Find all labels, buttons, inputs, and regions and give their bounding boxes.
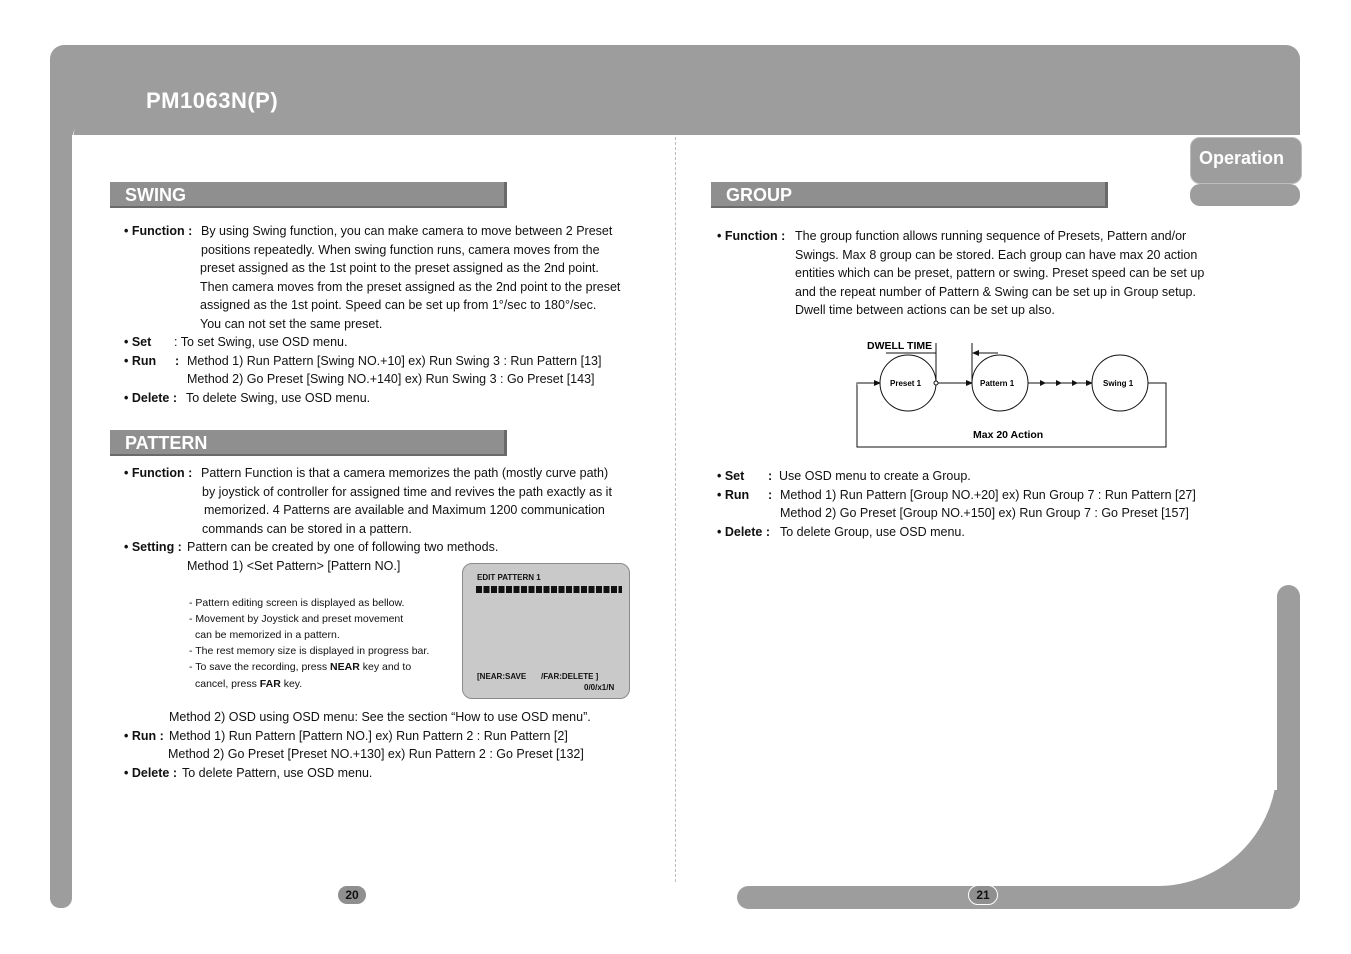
group-run-line: Method 1) Run Pattern [Group NO.+20] ex) Run Group 7 : Run Pattern [27] bbox=[780, 487, 1196, 502]
pattern-function-label: • Function : bbox=[124, 466, 193, 480]
pattern-delete-text: To delete Pattern, use OSD menu. bbox=[182, 765, 373, 780]
preset-node-label: Preset 1 bbox=[890, 379, 922, 388]
pattern-function-line: commands can be stored in a pattern. bbox=[202, 521, 412, 536]
swing-delete-label: • Delete : bbox=[124, 390, 178, 405]
pattern-function-line: memorized. 4 Patterns are available and Maximum 1200 communication bbox=[204, 503, 605, 517]
swing-function-line: assigned as the 1st point. Speed can be set up from 1°/sec to 180°/sec. bbox=[200, 298, 597, 312]
screen-delete-hint: /FAR:DELETE ] bbox=[541, 672, 599, 681]
tab-underbar bbox=[1190, 184, 1300, 206]
pattern-run-label: • Run : bbox=[124, 728, 164, 743]
page-divider bbox=[675, 137, 676, 882]
arrow-head bbox=[1040, 380, 1046, 386]
swing-function-line: Then camera moves from the preset assigned as the 2nd point to the preset bbox=[200, 279, 621, 294]
group-delete-label: • Delete : bbox=[717, 524, 771, 539]
swing-run-colon: : bbox=[175, 353, 180, 368]
pattern-run-line: Method 2) Go Preset [Preset NO.+130] ex) Run Pattern 2 : Go Preset [132] bbox=[168, 747, 584, 761]
pattern-note: can be memorized in a pattern. bbox=[195, 629, 340, 641]
screen-title: EDIT PATTERN 1 bbox=[477, 573, 541, 582]
pattern-note-save bbox=[189, 659, 411, 675]
pattern-note-far-after: key. bbox=[280, 678, 303, 690]
group-set-colon: : bbox=[768, 469, 773, 483]
pattern-note-far-key: FAR bbox=[259, 678, 281, 690]
swing-run-line: Method 1) Run Pattern [Swing NO.+10] ex) Run Swing 3 : Run Pattern [13] bbox=[187, 353, 602, 368]
swing-function-line: By using Swing function, you can make camera to move between 2 Preset bbox=[201, 224, 613, 238]
group-function-line: and the repeat number of Pattern & Swing can be set up in Group setup. bbox=[795, 284, 1196, 299]
pattern-note-near-key: NEAR bbox=[330, 661, 360, 673]
pattern-note-save-text: - To save the recording, press bbox=[189, 661, 331, 673]
pattern-function-line: by joystick of controller for assigned time and revives the path exactly as it bbox=[202, 484, 612, 499]
pattern-heading: PATTERN bbox=[110, 430, 507, 456]
swing-delete-text: To delete Swing, use OSD menu. bbox=[186, 390, 371, 405]
left-frame-bar bbox=[50, 120, 72, 908]
pattern-note-cancel-text: cancel, press bbox=[195, 678, 260, 690]
arrow-head bbox=[1072, 380, 1078, 386]
group-heading: GROUP bbox=[711, 182, 1108, 208]
swing-node-label: Swing 1 bbox=[1103, 379, 1134, 388]
arrow-head bbox=[972, 350, 979, 356]
pattern-note: - Movement by Joystick and preset movement bbox=[189, 613, 404, 625]
dwell-time-label: DWELL TIME bbox=[867, 340, 933, 352]
swing-function-line: You can not set the same preset. bbox=[200, 316, 383, 331]
swing-set-label: • Set bbox=[124, 335, 152, 349]
group-delete-text: To delete Group, use OSD menu. bbox=[780, 524, 965, 539]
bottom-frame-band bbox=[737, 886, 1300, 909]
pattern-note-cancel bbox=[195, 676, 302, 692]
pattern-note: - The rest memory size is displayed in progress bar. bbox=[189, 645, 430, 657]
pattern-run-line: Method 1) Run Pattern [Pattern NO.] ex) Run Pattern 2 : Run Pattern [2] bbox=[169, 728, 568, 743]
swing-function-label: • Function : bbox=[124, 224, 193, 238]
swing-run-label: • Run bbox=[124, 353, 157, 368]
group-function-line: Dwell time between actions can be set up also. bbox=[795, 303, 1055, 317]
operation-tab-label: Operation bbox=[1199, 148, 1285, 168]
group-function-label: • Function : bbox=[717, 229, 786, 243]
screen-save-hint: [NEAR:SAVE bbox=[477, 672, 527, 681]
pattern-method1: Method 1) <Set Pattern> [Pattern NO.] bbox=[187, 558, 401, 573]
swing-heading: SWING bbox=[110, 182, 507, 208]
pattern-setting-label: • Setting : bbox=[124, 540, 182, 554]
group-function-line: The group function allows running sequence of Presets, Pattern and/or bbox=[795, 229, 1187, 243]
group-set-label: • Set bbox=[717, 469, 745, 483]
group-set-text: Use OSD menu to create a Group. bbox=[779, 469, 971, 483]
page-number-right: 21 bbox=[968, 885, 998, 905]
group-sequence-diagram bbox=[850, 335, 1175, 450]
swing-function-line: positions repeatedly. When swing function runs, camera moves from the bbox=[201, 242, 600, 257]
group-function-line: entities which can be preset, pattern or swing. Preset speed can be set up bbox=[795, 266, 1205, 280]
pattern-method2: Method 2) OSD using OSD menu: See the section “How to use OSD menu”. bbox=[169, 710, 591, 724]
swing-function-line: preset assigned as the 1st point to the preset assigned as the 2nd point. bbox=[200, 261, 599, 275]
swing-run-line: Method 2) Go Preset [Swing NO.+140] ex) Run Swing 3 : Go Preset [143] bbox=[187, 372, 595, 386]
page-number-left: 20 bbox=[337, 885, 367, 905]
pattern-setting-text: Pattern can be created by one of following two methods. bbox=[187, 540, 499, 554]
arrow-head bbox=[1056, 380, 1062, 386]
document-title: PM1063N(P) bbox=[146, 88, 279, 113]
connector-dot bbox=[934, 381, 938, 385]
pattern-node-label: Pattern 1 bbox=[980, 379, 1015, 388]
group-function-line: Swings. Max 8 group can be stored. Each group can have max 20 action bbox=[795, 247, 1198, 262]
pattern-note: - Pattern editing screen is displayed as bellow. bbox=[189, 597, 405, 609]
memory-progress-bar bbox=[476, 586, 622, 593]
group-run-line: Method 2) Go Preset [Group NO.+150] ex) Run Group 7 : Go Preset [157] bbox=[780, 506, 1189, 520]
swing-set-text: : To set Swing, use OSD menu. bbox=[174, 335, 348, 349]
group-run-label: • Run bbox=[717, 487, 750, 502]
screen-status: 0/0/x1/N bbox=[584, 683, 615, 692]
max-action-label: Max 20 Action bbox=[973, 429, 1044, 441]
pattern-note-near-after: key and to bbox=[359, 661, 412, 673]
pattern-delete-label: • Delete : bbox=[124, 765, 178, 780]
group-run-colon: : bbox=[768, 487, 773, 502]
pattern-function-line: Pattern Function is that a camera memorizes the path (mostly curve path) bbox=[201, 466, 609, 480]
